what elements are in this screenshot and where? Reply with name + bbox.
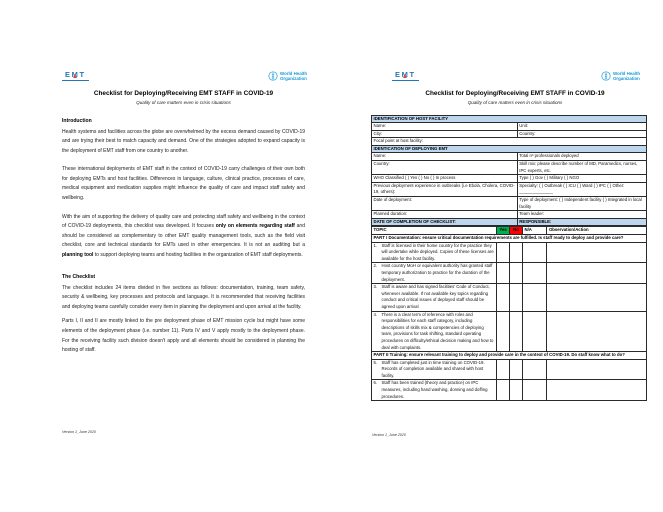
item-topic <box>372 380 497 401</box>
field-emt-country: Country: <box>372 161 518 175</box>
paragraph-bold-segment: planning tool <box>62 252 94 259</box>
yes-checkbox-cell <box>497 263 510 284</box>
who-logo-text <box>613 71 640 81</box>
checklist-header-row <box>372 227 647 235</box>
page-title: Checklist for Deploying/Receiving EMT STAFF in COVID-19 <box>425 90 605 97</box>
introduction-heading: Introduction <box>62 117 92 124</box>
yes-checkbox-cell <box>497 284 510 311</box>
who-logo <box>601 71 640 81</box>
table-row <box>372 175 647 183</box>
page-1-body <box>62 118 305 356</box>
paragraph: These international deployments of EMT staff in the context of COVID-19 carry challenges of their own both for deploying EMTs and host facilities. Differences in language, culture, clinical practice, processes of care, medical equipment and medication supplies might influence the quality of care and impact staff safety and wellbeing. <box>62 166 305 202</box>
checklist-item-row <box>372 284 647 311</box>
emt-logo-text: EMT <box>65 70 86 79</box>
paragraph-bold-segment: only on elements regarding staff <box>215 223 295 230</box>
observation-header: Observation/Action <box>547 227 647 235</box>
field-type-of-deployment: Type of deployment: ( ) Independent facility ( ) Integrated in local facility <box>517 197 646 211</box>
part-header-row <box>372 235 647 243</box>
field-planned-duration: Planned duration: <box>372 211 518 219</box>
field-responsible: RESPONSIBLE: <box>517 218 646 226</box>
field-specialty: Specialty: ( ) Outbreak ( ) ICU ( ) Ward ( ) IPC ( ) Other: ______________ <box>517 182 646 196</box>
page-1-header <box>62 71 307 81</box>
no-checkbox-cell <box>510 263 523 284</box>
item-topic <box>372 284 497 311</box>
observation-cell <box>547 311 647 352</box>
no-checkbox-cell <box>510 311 523 352</box>
emt-logo <box>62 71 89 81</box>
field-date-of-deployment: Date of deployment: <box>372 197 518 211</box>
checklist-item-row <box>372 380 647 401</box>
item-text: Staff has completed just in time training on COVID-19. Records of completion available and shared with host facility. <box>381 359 485 378</box>
field-city: City: <box>372 130 518 138</box>
field-unit: Unit: <box>517 123 646 131</box>
item-text: Host country MoH or equivalent authority has granted staff temporary authorization to practice for the duration of the deployment. <box>381 263 493 282</box>
field-date-of-completion: DATE OF COMPLETION OF CHECKLIST: <box>372 218 518 226</box>
page-2 <box>368 25 662 487</box>
checklist-item-row <box>372 242 647 263</box>
item-text: Staff has been trained (theory and practice) on IPC measures, including hand washing, donning and doffing procedures. <box>381 380 488 399</box>
na-checkbox-cell <box>522 263 546 284</box>
paragraph: The checklist includes 24 items divided in five sections as follows: documentation, training, team safety, security & wellbeing, key processes and protocols and language. It is recommended that receiving facilities and deploying teams carefully consider every item in planning the deployment and upon arrival at the facility. <box>62 284 305 310</box>
paragraph-segment: With the aim of supporting the delivery of quality care and protecting staff safety and wellbeing in the context of COVID-19 deployments, this checklist was developed. It focuses <box>62 213 305 230</box>
page-subtitle: Quality of care matters even in crisis situations <box>467 99 563 105</box>
yes-checkbox-cell <box>497 359 510 380</box>
paragraph-segment: to support deploying teams and hosting facilities in the organization of EMT staff deployments. <box>93 252 303 259</box>
emt-logo-triangle-icon <box>403 74 407 78</box>
identification-table <box>371 115 647 227</box>
table-row <box>372 153 647 161</box>
field-name: Name: <box>372 123 518 131</box>
item-number: 3. <box>373 284 378 290</box>
observation-cell <box>547 263 647 284</box>
section-header-host-facility: IDENTIFICATION OF HOST FACILITY <box>372 115 647 123</box>
section-header-row <box>372 145 647 153</box>
field-skill-mix: Skill mix: please describe number of MD, Paramedics, nurses, IPC experts, etc. <box>517 161 646 175</box>
checklist-item-row <box>372 311 647 352</box>
who-emblem-icon <box>601 71 611 81</box>
topic-header: TOPIC <box>372 227 497 235</box>
page-title: Checklist for Deploying/Receiving EMT STAFF in COVID-19 <box>93 90 274 97</box>
section-header-row <box>372 218 647 226</box>
field-who-classified: WHO Classified ( ) Yes ( ) No ( ) In process <box>372 175 518 183</box>
paragraph: Health systems and facilities across the globe are overwhelmed by the excess demand caused by COVID-19 and are trying their best to match capacity and demand. One of the strategies adopted to expand capacity is the deployment of EMT staff from one country to another. <box>62 128 305 154</box>
part1-header: PART I Documentation: ensure critical documentation requirements are fulfilled. Is staff ready to deploy and provide care? <box>372 235 647 243</box>
item-number: 2. <box>373 263 378 269</box>
who-emblem-icon <box>268 71 278 81</box>
table-row <box>372 211 647 219</box>
yes-header: Yes <box>497 227 510 235</box>
na-checkbox-cell <box>522 380 546 401</box>
field-type: Type ( ) Gov ( ) Military ( ) NGO <box>517 175 646 183</box>
page-2-header <box>392 71 640 81</box>
na-checkbox-cell <box>522 284 546 311</box>
section-header-row <box>372 115 647 123</box>
field-country: Country: <box>517 130 646 138</box>
version-footer: Version 1_June 2020 <box>62 430 96 434</box>
emt-logo-text: EMT <box>395 70 416 79</box>
paragraph <box>62 213 305 261</box>
yes-checkbox-cell <box>497 242 510 263</box>
who-logo-text <box>280 71 307 81</box>
na-header: N/A <box>522 227 546 235</box>
paragraph-segment: and should be considered as complementary to other EMT quality management tools, such as the field visit checklist, core and technical standards for EMTs used in other emergencies. It is not an auditing but a <box>62 223 305 249</box>
table-row <box>372 138 647 146</box>
item-topic <box>372 242 497 263</box>
na-checkbox-cell <box>522 242 546 263</box>
item-number: 5. <box>373 359 378 365</box>
yes-checkbox-cell <box>497 311 510 352</box>
page-1 <box>36 25 331 487</box>
item-text: There is a clear term of reference with roles and responsibilities for each staff category, including descriptions of skills mix & competencies of deploying team, provisions for task shifting, standard operating procedures on difficulty/ethical decision making and how to deal with complaints. <box>381 311 494 350</box>
checklist-table <box>371 226 647 401</box>
table-row <box>372 130 647 138</box>
emt-logo-triangle-icon <box>73 74 77 78</box>
no-header: No <box>510 227 523 235</box>
observation-cell <box>547 380 647 401</box>
who-line1: World Health <box>613 71 640 76</box>
page-subtitle: Quality of care matters even in crisis situations <box>136 99 231 105</box>
paragraph: Parts I, II and II are mostly linked to the pre deployment phase of EMT mission cycle but might have some elements of the deployment phase (i.e. number 11). Parts IV and V apply mostly to the deployment phase. For the receiving facility such division doesn't apply and all elements should be considered in planning the hosting of staff. <box>62 318 305 354</box>
who-line1: World Health <box>280 71 307 76</box>
no-checkbox-cell <box>510 359 523 380</box>
checklist-heading: The Checklist <box>62 273 96 280</box>
field-total-professionals: Total nº professionals deployed <box>517 153 646 161</box>
no-checkbox-cell <box>510 380 523 401</box>
table-row <box>372 161 647 175</box>
field-previous-experience: Previous deployment experience in outbreaks (i.e Ebola, Cholera, COVID-19, others): <box>372 182 518 196</box>
checklist-item-row <box>372 359 647 380</box>
observation-cell <box>547 284 647 311</box>
no-checkbox-cell <box>510 284 523 311</box>
section-header-deploying-emt: IDENTICATION OF DEPLOYING EMT <box>372 145 647 153</box>
observation-cell <box>547 242 647 263</box>
item-text: Staff is licensed in their home country for the practice they will undertake while deployed. Copies of these licenses are available for the host facility. <box>381 242 494 261</box>
item-topic <box>372 263 497 284</box>
yes-checkbox-cell <box>497 380 510 401</box>
emt-logo <box>392 71 419 81</box>
item-number: 4. <box>373 311 378 317</box>
item-number: 6. <box>373 380 378 386</box>
who-line2: Organization <box>613 76 640 81</box>
table-row <box>372 123 647 131</box>
table-row <box>372 197 647 211</box>
part-header-row <box>372 352 647 360</box>
checklist-item-row <box>372 263 647 284</box>
part2-header: PART II Training: ensure relevant training to deploy and provide care in the context of COVID-19. Do staff know what to do? <box>372 352 647 360</box>
item-topic <box>372 311 497 352</box>
field-focal-point: Focal point at host facility: <box>372 138 647 146</box>
field-team-leader: Team leader: <box>517 211 646 219</box>
item-topic <box>372 359 497 380</box>
na-checkbox-cell <box>522 311 546 352</box>
no-checkbox-cell <box>510 242 523 263</box>
version-footer: Version 1_June 2020 <box>372 433 406 437</box>
who-logo <box>268 71 307 81</box>
who-line2: Organization <box>280 76 307 81</box>
item-text: Staff is aware and has signed facilities' Code of Conduct, whenever available. If not available key topics regarding conduct and critical issues of deployed staff should be agreed upon arrival <box>381 284 490 309</box>
table-row <box>372 182 647 196</box>
observation-cell <box>547 359 647 380</box>
na-checkbox-cell <box>522 359 546 380</box>
field-emt-name: Name: <box>372 153 518 161</box>
item-number: 1. <box>373 242 378 248</box>
